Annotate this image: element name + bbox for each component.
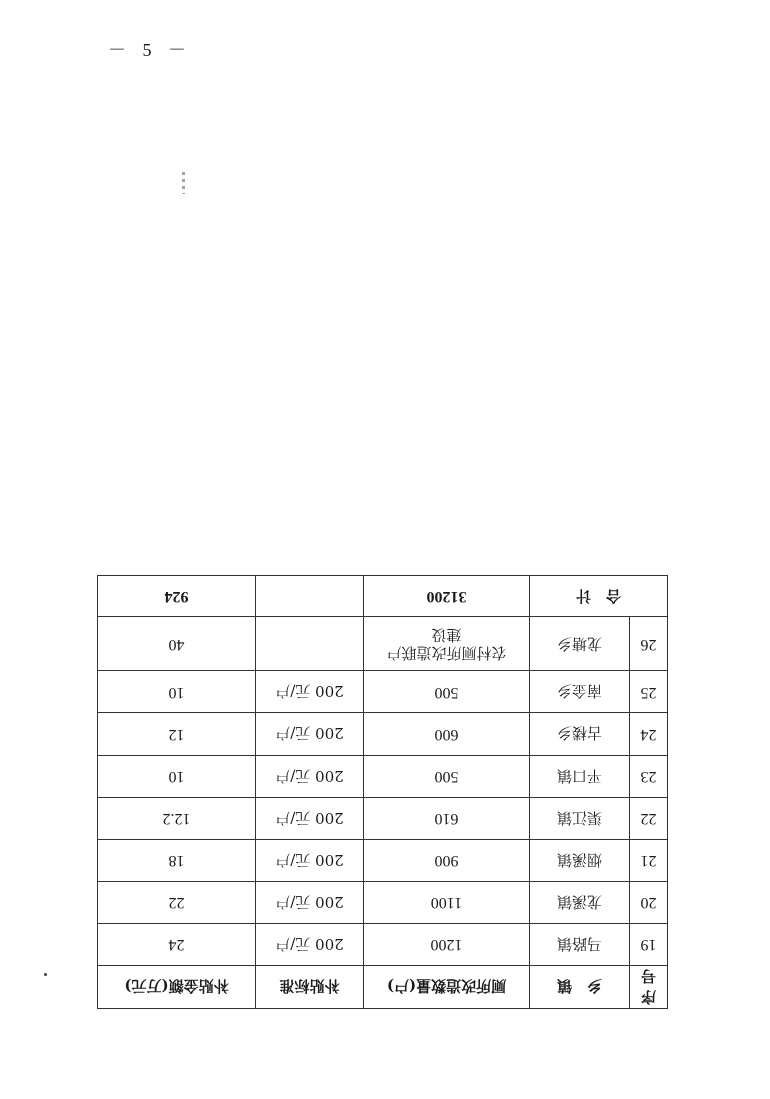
cell-amount: 10 (98, 755, 256, 797)
cell-standard: 200 元/户 (256, 923, 364, 965)
cell-standard: 200 元/户 (256, 713, 364, 755)
header-seq: 序号 (630, 966, 668, 1009)
total-amount: 924 (98, 576, 256, 617)
header-amount: 补贴金额(万元) (98, 966, 256, 1009)
total-standard (256, 576, 364, 617)
cell-town: 渠江镇 (530, 797, 630, 839)
cell-seq: 20 (630, 881, 668, 923)
cell-count (364, 617, 530, 671)
cell-seq: 23 (630, 755, 668, 797)
cell-standard: 200 元/户 (256, 797, 364, 839)
cell-count: 500 (364, 755, 530, 797)
header-town: 乡 镇 (530, 966, 630, 1009)
header-standard: 补贴标准 (256, 966, 364, 1009)
scan-artifact (182, 172, 185, 194)
total-row (98, 576, 668, 617)
cell-amount: 12.2 (98, 797, 256, 839)
cell-count-line2: 建设 (431, 625, 462, 644)
cell-town: 马路镇 (530, 923, 630, 965)
cell-seq: 26 (630, 617, 668, 671)
cell-standard: 200 元/户 (256, 671, 364, 713)
cell-count-line1: 农村厕所改造联户 (386, 643, 507, 662)
table-row (98, 755, 668, 797)
cell-standard: 200 元/户 (256, 839, 364, 881)
cell-amount: 24 (98, 923, 256, 965)
cell-amount: 18 (98, 839, 256, 881)
scan-dot (44, 973, 47, 976)
cell-count: 600 (364, 713, 530, 755)
cell-seq: 25 (630, 671, 668, 713)
subsidy-table-rotated (98, 575, 668, 1009)
cell-seq: 24 (630, 713, 668, 755)
cell-town: 南金乡 (530, 671, 630, 713)
cell-amount: 12 (98, 713, 256, 755)
cell-seq: 19 (630, 923, 668, 965)
total-label: 合 计 (530, 576, 668, 617)
cell-standard (256, 617, 364, 671)
cell-town: 古楼乡 (530, 713, 630, 755)
cell-count: 500 (364, 671, 530, 713)
table-row (98, 671, 668, 713)
header-count: 厕所改造数量(户) (364, 966, 530, 1009)
cell-standard: 200 元/户 (256, 755, 364, 797)
cell-count: 1200 (364, 923, 530, 965)
cell-town: 烟溪镇 (530, 839, 630, 881)
total-count: 31200 (364, 576, 530, 617)
cell-count: 900 (364, 839, 530, 881)
table-row (98, 713, 668, 755)
cell-seq: 22 (630, 797, 668, 839)
table-header-row (98, 966, 668, 1009)
cell-town: 龙塘乡 (530, 617, 630, 671)
cell-amount: 22 (98, 881, 256, 923)
table-row (98, 923, 668, 965)
cell-count: 610 (364, 797, 530, 839)
cell-amount: 40 (98, 617, 256, 671)
toilet-renovation-subsidy-table (97, 575, 668, 1009)
cell-town: 龙溪镇 (530, 881, 630, 923)
cell-standard: 200 元/户 (256, 881, 364, 923)
cell-count: 1100 (364, 881, 530, 923)
cell-town: 平口镇 (530, 755, 630, 797)
table-row (98, 797, 668, 839)
table-row (98, 617, 668, 671)
table-row (98, 881, 668, 923)
cell-seq: 21 (630, 839, 668, 881)
table-row (98, 839, 668, 881)
cell-amount: 10 (98, 671, 256, 713)
page-number: － 5 － (108, 40, 192, 60)
